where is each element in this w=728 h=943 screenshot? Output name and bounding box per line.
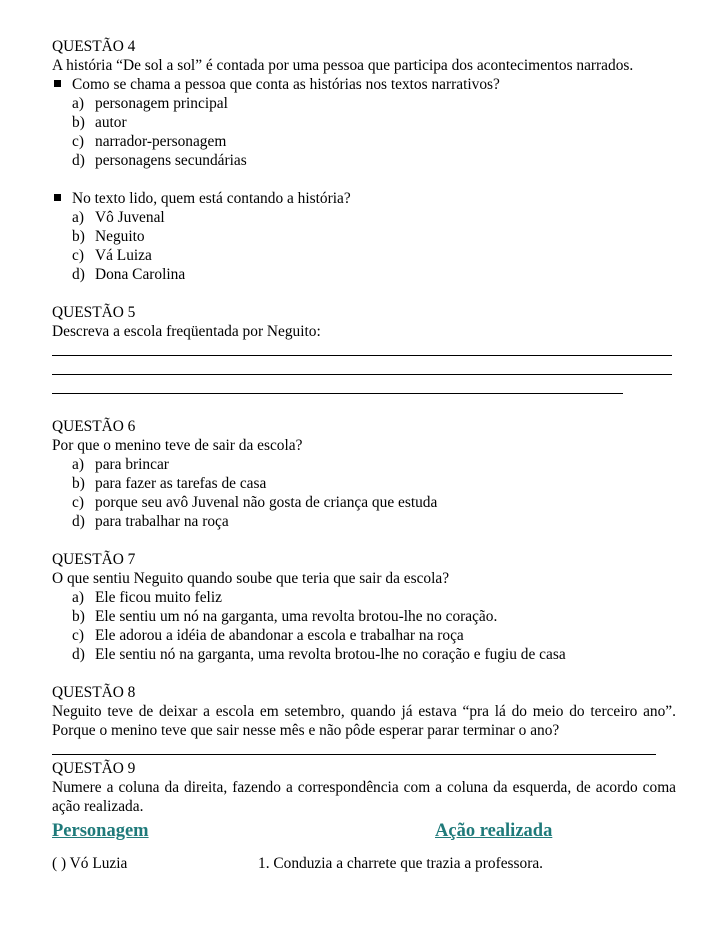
- question-4: [52, 37, 676, 284]
- option-letter: c): [72, 494, 84, 511]
- subquestion-text: Como se chama a pessoa que conta as histórias nos textos narrativos?: [72, 76, 500, 93]
- option-text: Ele ficou muito feliz: [95, 589, 222, 606]
- option-text: personagens secundárias: [95, 152, 247, 169]
- option-c[interactable]: [72, 132, 676, 151]
- question-8-title: QUESTÃO 8: [52, 684, 136, 701]
- question-5-title: QUESTÃO 5: [52, 304, 136, 321]
- question-4-subquestion-2: [52, 189, 676, 208]
- matching-headers: [52, 822, 676, 848]
- option-b[interactable]: [72, 113, 676, 132]
- option-d[interactable]: [72, 265, 676, 284]
- option-text: Ele sentiu um nó na garganta, uma revolta brotou-lhe no coração.: [95, 608, 498, 625]
- option-text: porque seu avô Juvenal não gosta de criança que estuda: [95, 494, 438, 511]
- spacer: [52, 664, 676, 683]
- question-6-options: [52, 455, 676, 531]
- option-d[interactable]: [72, 645, 676, 664]
- worksheet: [52, 37, 676, 876]
- answer-line[interactable]: [52, 379, 623, 398]
- option-letter: b): [72, 228, 85, 245]
- question-9-title: QUESTÃO 9: [52, 760, 136, 777]
- question-4-intro: A história “De sol a sol” é contada por uma pessoa que participa dos acontecimentos narrados.: [52, 57, 634, 74]
- option-text: Vá Luiza: [95, 247, 152, 264]
- option-letter: a): [72, 95, 84, 112]
- spacer: [52, 284, 676, 303]
- option-letter: d): [72, 266, 85, 283]
- column-header-personagem: Personagem: [52, 821, 149, 841]
- question-5: [52, 303, 676, 398]
- spacer: [52, 531, 676, 550]
- matching-row: [52, 854, 676, 876]
- option-letter: c): [72, 627, 84, 644]
- square-bullet-icon: [54, 194, 61, 201]
- option-d[interactable]: [72, 151, 676, 170]
- question-4-subquestion-1-options: [52, 94, 676, 170]
- column-header-acao: Ação realizada: [435, 821, 553, 841]
- option-letter: b): [72, 475, 85, 492]
- question-4-subquestion-2-options: [52, 208, 676, 284]
- option-text: para trabalhar na roça: [95, 513, 229, 530]
- question-9-prompt: Numere a coluna da direita, fazendo a correspondência com a coluna da esquerda, de acordo coma ação realizada.: [52, 779, 676, 815]
- question-7-options: [52, 588, 676, 664]
- question-6: [52, 417, 676, 531]
- option-letter: a): [72, 589, 84, 606]
- question-4-subquestion-1: [52, 75, 676, 94]
- option-text: narrador-personagem: [95, 133, 227, 150]
- option-letter: c): [72, 133, 84, 150]
- option-a[interactable]: [72, 455, 676, 474]
- option-text: Neguito: [95, 228, 145, 245]
- option-b[interactable]: [72, 607, 676, 626]
- option-text: personagem principal: [95, 95, 228, 112]
- option-letter: d): [72, 513, 85, 530]
- option-text: para brincar: [95, 456, 169, 473]
- question-9: [52, 759, 676, 876]
- subquestion-text: No texto lido, quem está contando a história?: [72, 190, 351, 207]
- option-letter: a): [72, 456, 84, 473]
- matching-left-item[interactable]: ( ) Vó Luzia: [52, 855, 128, 872]
- question-7-prompt: O que sentiu Neguito quando soube que teria que sair da escola?: [52, 570, 450, 587]
- spacer: [52, 170, 676, 189]
- option-text: para fazer as tarefas de casa: [95, 475, 267, 492]
- option-a[interactable]: [72, 208, 676, 227]
- matching-right-item: 1. Conduzia a charrete que trazia a professora.: [258, 855, 544, 872]
- option-letter: b): [72, 608, 85, 625]
- answer-line[interactable]: [52, 740, 656, 759]
- square-bullet-icon: [54, 80, 61, 87]
- option-c[interactable]: [72, 246, 676, 265]
- option-letter: d): [72, 152, 85, 169]
- option-a[interactable]: [72, 588, 676, 607]
- option-a[interactable]: [72, 94, 676, 113]
- question-8: [52, 683, 676, 759]
- option-text: Dona Carolina: [95, 266, 186, 283]
- question-7: [52, 550, 676, 664]
- answer-line[interactable]: [52, 341, 672, 360]
- option-letter: c): [72, 247, 84, 264]
- question-7-title: QUESTÃO 7: [52, 551, 136, 568]
- option-text: Ele sentiu nó na garganta, uma revolta brotou-lhe no coração e fugiu de casa: [95, 646, 566, 663]
- spacer: [52, 398, 676, 417]
- option-text: autor: [95, 114, 127, 131]
- option-c[interactable]: [72, 626, 676, 645]
- question-6-title: QUESTÃO 6: [52, 418, 136, 435]
- question-8-prompt: Neguito teve de deixar a escola em setembro, quando já estava “pra lá do meio do terceiro ano”. Porque o menino teve que sair nesse mês e não pôde esperar parar terminar o ano?: [52, 703, 676, 739]
- option-c[interactable]: [72, 493, 676, 512]
- question-5-prompt: Descreva a escola freqüentada por Neguito:: [52, 323, 321, 340]
- option-text: Ele adorou a idéia de abandonar a escola e trabalhar na roça: [95, 627, 464, 644]
- answer-line[interactable]: [52, 360, 672, 379]
- option-letter: a): [72, 209, 84, 226]
- option-b[interactable]: [72, 227, 676, 246]
- option-d[interactable]: [72, 512, 676, 531]
- option-b[interactable]: [72, 474, 676, 493]
- option-text: Vô Juvenal: [95, 209, 165, 226]
- question-4-title: QUESTÃO 4: [52, 38, 136, 55]
- question-6-prompt: Por que o menino teve de sair da escola?: [52, 437, 303, 454]
- option-letter: d): [72, 646, 85, 663]
- option-letter: b): [72, 114, 85, 131]
